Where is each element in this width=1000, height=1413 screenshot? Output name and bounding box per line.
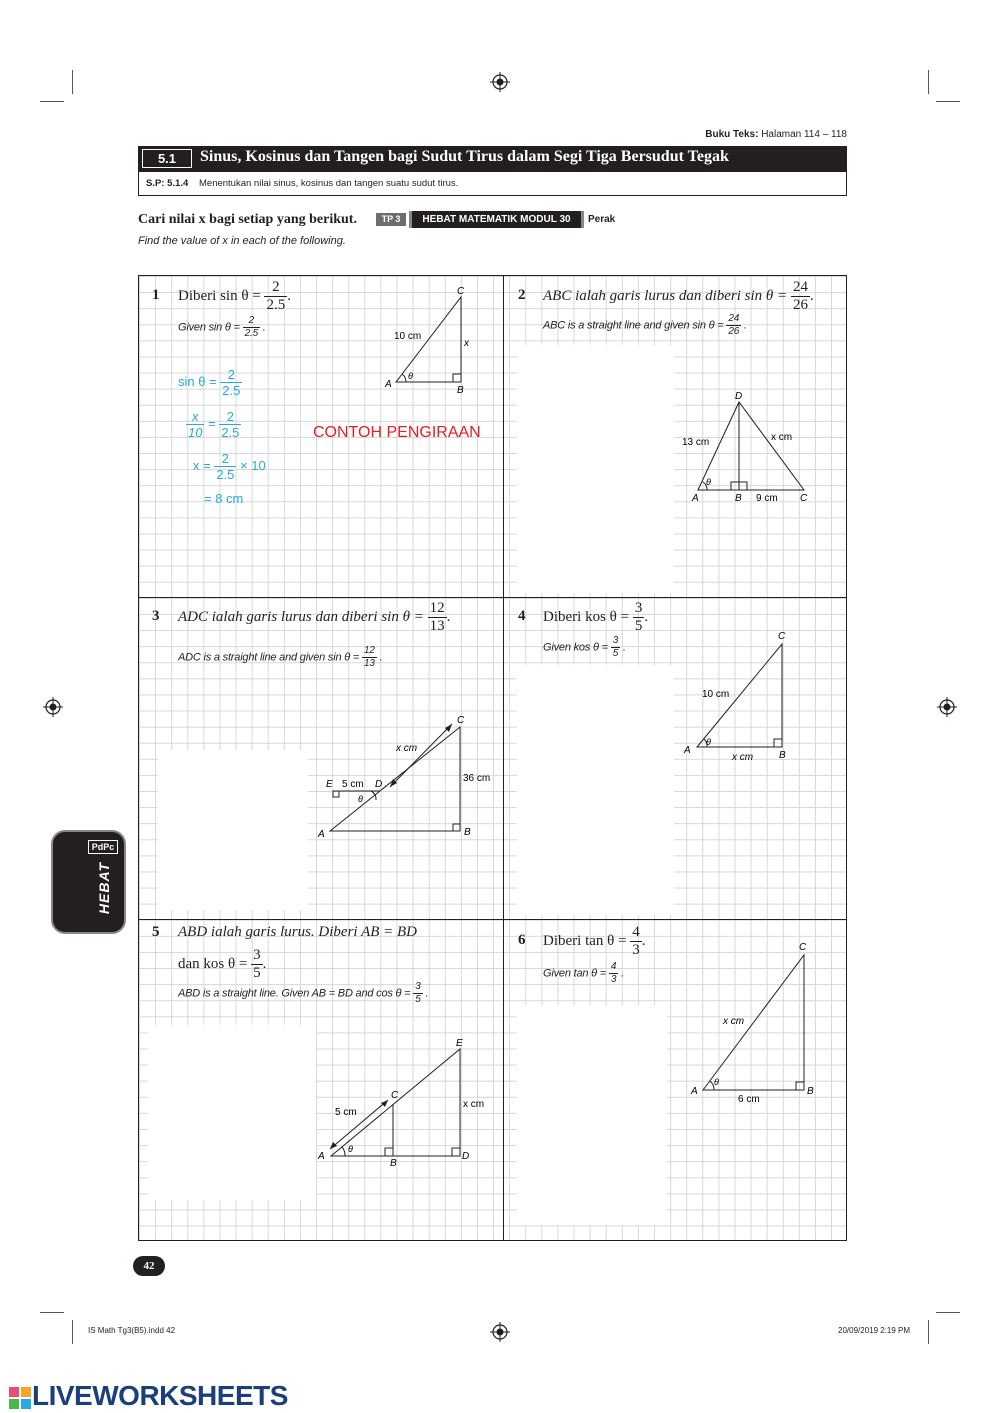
instruction-malay: Cari nilai x bagi setiap yang berikut. <box>138 212 357 227</box>
vertex-label: A <box>684 745 691 756</box>
example-step-1: sin θ = $\frac{2}{2.5}$ <box>178 367 241 398</box>
question-text-malay: Diberi tan θ = $\frac{4}{3}$ . <box>543 924 646 958</box>
answer-field-6[interactable] <box>517 1005 667 1225</box>
vertex-label: D <box>375 779 383 790</box>
angle-label: θ <box>348 1144 353 1154</box>
question-text-malay: ABC ialah garis lurus dan diberi sin θ = $\frac{24}{26}$ . <box>543 279 814 313</box>
textbook-reference: Buku Teks: Halaman 114 – 118 <box>705 129 847 140</box>
answer-field-5[interactable] <box>148 1025 316 1200</box>
vertex-label: A <box>692 493 699 504</box>
angle-label: θ <box>706 477 711 487</box>
triangle-diagram-q1 <box>380 282 490 397</box>
question-number: 5 <box>152 924 160 940</box>
side-label: 36 cm <box>463 773 491 784</box>
footer-file-name: IS Math Tg3(B5).indd 42 <box>88 1326 176 1335</box>
side-label: 6 cm <box>738 1094 760 1105</box>
vertex-label: C <box>457 715 465 726</box>
vertex-label: E <box>326 779 333 790</box>
vertex-label: D <box>735 391 743 402</box>
side-label: 5 cm <box>342 779 364 790</box>
question-number: 2 <box>518 287 526 303</box>
vertex-label: A <box>318 1151 325 1162</box>
side-label: 9 cm <box>756 493 778 504</box>
vertex-label: B <box>779 750 786 761</box>
example-step-2: $\frac{x}{10}$ = $\frac{2}{2.5}$ <box>188 409 240 440</box>
question-number: 3 <box>152 608 160 624</box>
vertex-label: C <box>391 1090 399 1101</box>
side-label: 13 cm <box>682 437 710 448</box>
question-text-malay: ABD ialah garis lurus. Diberi AB = BD <box>178 924 418 940</box>
example-step-3: x = $\frac{2}{2.5}$ × 10 <box>193 451 266 482</box>
side-label: 10 cm <box>702 689 730 700</box>
example-step-4: = 8 cm <box>204 491 244 506</box>
vertex-label: A <box>691 1086 698 1097</box>
registration-mark-icon <box>43 697 63 717</box>
question-number: 4 <box>518 608 526 624</box>
footer-date: 20/09/2019 2:19 PM <box>838 1326 911 1335</box>
question-text-english: Given tan θ = $\frac{4}{3}$ . <box>543 961 624 985</box>
crop-mark <box>72 70 73 94</box>
side-label: x <box>464 338 469 349</box>
question-number: 6 <box>518 932 526 948</box>
learning-standard-code: S.P: 5.1.4 <box>146 178 189 189</box>
question-text-english: ABC is a straight line and given sin θ = $\frac{24}{26}$ . <box>543 313 747 337</box>
angle-label: θ <box>358 794 363 804</box>
vertex-label: C <box>457 286 465 297</box>
registration-mark-icon <box>937 697 957 717</box>
liveworksheets-squares-icon <box>8 1386 32 1410</box>
question-text-malay: ADC ialah garis lurus dan diberi sin θ = $\frac{12}{13}$ . <box>178 600 451 634</box>
row-divider <box>138 597 847 598</box>
modul-badge: HEBAT MATEMATIK MODUL 30 <box>409 211 584 228</box>
crop-mark <box>936 101 960 102</box>
triangle-diagram-q2 <box>678 385 828 510</box>
crop-mark <box>936 1312 960 1313</box>
crop-mark <box>72 1320 73 1344</box>
question-number: 1 <box>152 287 160 303</box>
crop-mark <box>928 1320 929 1344</box>
vertex-label: B <box>807 1086 814 1097</box>
row-divider <box>138 919 847 920</box>
answer-field-4[interactable] <box>517 665 674 915</box>
vertex-label: E <box>456 1038 463 1049</box>
tp-badge: TP 3 <box>376 213 406 226</box>
side-label: 5 cm <box>335 1107 357 1118</box>
question-text-malay-line2: dan kos θ = $\frac{3}{5}$ . <box>178 947 267 981</box>
vertex-label: B <box>457 385 464 396</box>
vertex-label: C <box>778 631 786 642</box>
registration-mark-icon <box>490 1322 510 1342</box>
triangle-diagram-q3 <box>314 710 504 845</box>
side-tab-pdpc: PdPc <box>88 840 118 854</box>
triangle-diagram-q6 <box>688 935 823 1110</box>
question-text-malay: Diberi sin θ = $\frac{2}{2.5}$ . <box>178 279 291 313</box>
section-title: Sinus, Kosinus dan Tangen bagi Sudut Tirus dalam Segi Tiga Bersudut Tegak <box>200 148 729 165</box>
side-label: x cm <box>463 1099 485 1110</box>
vertex-label: C <box>800 493 808 504</box>
crop-mark <box>40 1312 64 1313</box>
side-label: x cm <box>396 743 418 754</box>
vertex-label: A <box>385 379 392 390</box>
side-label: 10 cm <box>394 331 422 342</box>
registration-mark-icon <box>490 72 510 92</box>
vertex-label: A <box>318 829 325 840</box>
liveworksheets-logo <box>8 1380 288 1412</box>
answer-field-3[interactable] <box>158 750 308 910</box>
triangle-diagram-q5 <box>315 1032 495 1172</box>
page-number: 42 <box>133 1256 165 1276</box>
vertex-label: D <box>462 1151 470 1162</box>
example-label: CONTOH PENGIRAAN <box>313 424 481 441</box>
question-text-english: ADC is a straight line and given sin θ = $\frac{12}{13}$ . <box>178 645 383 669</box>
brand-name: LIVEWORKSHEETS <box>32 1380 288 1411</box>
side-label: x cm <box>771 432 793 443</box>
vertex-label: B <box>735 493 742 504</box>
side-label: x cm <box>723 1016 745 1027</box>
answer-field-2[interactable] <box>517 345 674 593</box>
learning-standard-text: Menentukan nilai sinus, kosinus dan tangen suatu sudut tirus. <box>199 178 459 189</box>
state-label: Perak <box>588 214 616 225</box>
vertex-label: C <box>799 942 807 953</box>
side-label: x cm <box>732 752 754 763</box>
vertex-label: B <box>464 827 471 838</box>
triangle-diagram-q4 <box>680 625 805 765</box>
crop-mark <box>928 70 929 94</box>
angle-label: θ <box>714 1077 719 1087</box>
vertex-label: B <box>390 1158 397 1169</box>
angle-label: θ <box>408 371 413 381</box>
question-text-malay: Diberi kos θ = $\frac{3}{5}$ . <box>543 600 649 634</box>
question-text-english: ABD is a straight line. Given AB = BD and cos θ = $\frac{3}{5}$ . <box>178 981 429 1005</box>
crop-mark <box>40 101 64 102</box>
question-text-english: Given sin θ = $\frac{2}{2.5}$ . <box>178 315 266 339</box>
section-number: 5.1 <box>142 149 192 168</box>
instruction-english: Find the value of x in each of the following. <box>138 235 346 247</box>
angle-label: θ <box>706 737 711 747</box>
question-text-english: Given kos θ = $\frac{3}{5}$ . <box>543 635 626 659</box>
side-tab-hebat: HEBAT <box>96 861 112 915</box>
